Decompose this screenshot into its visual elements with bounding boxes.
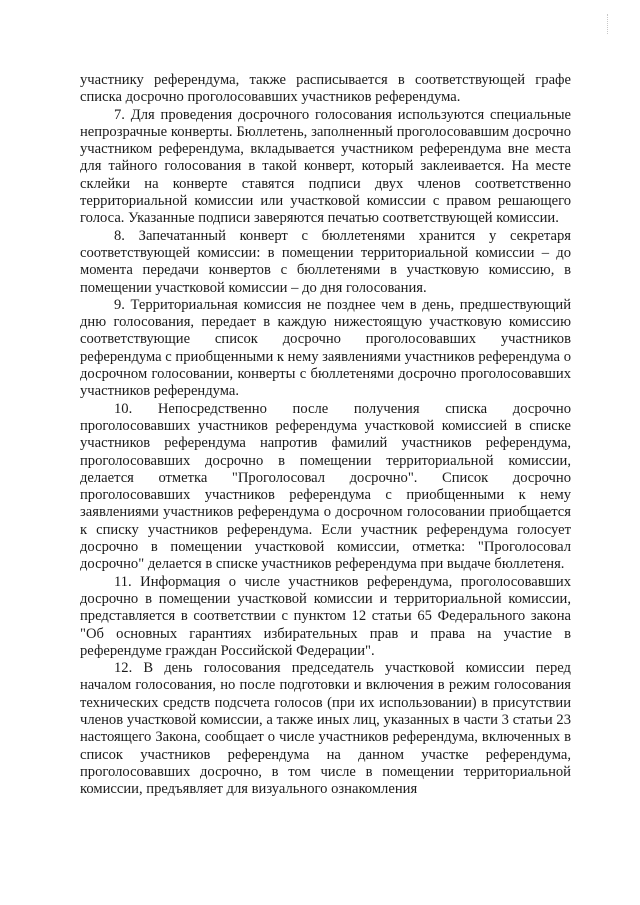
paragraph-7: 7. Для проведения досрочного голосования используются специальные непрозрачные конверты. Бюллетень, заполненный проголосовавшим досрочно участником референдума, вкладывается участником референдума вне места для тайного голосования в такой конверт, который заклеивается. На месте склейки на конверте ставятся подписи двух членов соответственно территориальной комиссии или участковой комиссии с правом решающего голоса. Указанные подписи заверяются печатью соответствующей комиссии. [80, 106, 571, 227]
paragraph-continuation: участнику референдума, также расписывается в соответствующей графе списка досрочно проголосовавших участников референдума. [80, 72, 571, 106]
paragraph-8: 8. Запечатанный конверт с бюллетенями хранится у секретаря соответствующей комиссии: в помещении территориальной комиссии – до момента передачи конвертов с бюллетенями в участковую комиссию, в помещении участковой комиссии – до дня голосования. [80, 227, 571, 296]
paragraph-12: 12. В день голосования председатель участковой комиссии перед началом голосования, но после подготовки и включения в режим голосования технических средств подсчета голосов (при их использовании) в присутствии членов участковой комиссии, а также иных лиц, указанных в части 3 статьи 23 настоящего Закона, сообщает о числе участников референдума, включенных в список участников референдума на данном участке референдума, проголосовавших досрочно, в том числе в помещении территориальной комиссии, предъявляет для визуального ознакомления [80, 660, 571, 798]
scan-artifact [607, 14, 616, 34]
paragraph-11: 11. Информация о числе участников референдума, проголосовавших досрочно в помещении участковой комиссии и территориальной комиссии, представляется в соответствии с пунктом 12 статьи 65 Федерального закона "Об основных гарантиях избирательных прав и права на участие в референдуме граждан Российской Федерации". [80, 573, 571, 659]
paragraph-9: 9. Территориальная комиссия не позднее чем в день, предшествующий дню голосования, передает в каждую нижестоящую участковую комиссию соответствующие список досрочно проголосовавших участников референдума с приобщенными к нему заявлениями участников референдума о досрочном голосовании, конверты с бюллетенями досрочно проголосовавших участников референдума. [80, 296, 571, 400]
paragraph-10: 10. Непосредственно после получения списка досрочно проголосовавших участников референдума участковой комиссией в списке участников референдума напротив фамилий участников референдума, проголосовавших досрочно в помещении территориальной комиссии, делается отметка "Проголосовал досрочно". Список досрочно проголосовавших участников референдума с приобщенными к нему заявлениями участников референдума о досрочном голосовании приобщается к списку участников референдума. Если участник референдума голосует досрочно в помещении участковой комиссии, отметка: "Проголосовал досрочно" делается в списке участников референдума при выдаче бюллетеня. [80, 400, 571, 573]
document-body [80, 72, 571, 798]
